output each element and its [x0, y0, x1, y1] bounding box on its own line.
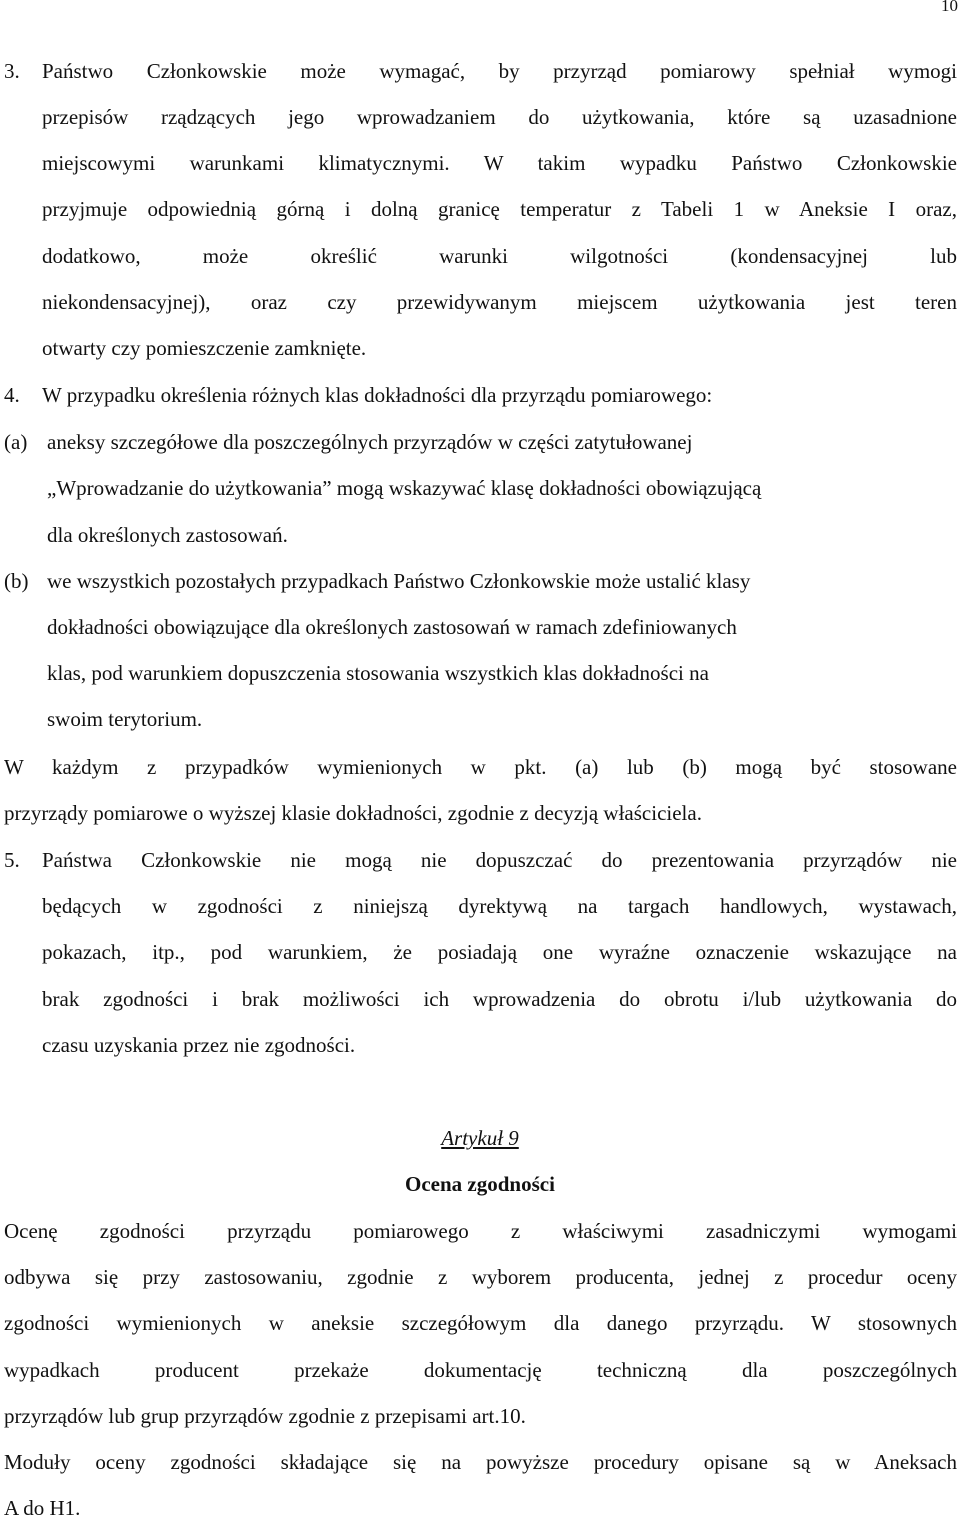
paragraph-5-line: Państwa Członkowskie nie mogą nie dopuszczać do prezentowania przyrządów nie: [42, 848, 957, 872]
paragraph-3-line: przyjmuje odpowiednią górną i dolną granicę temperatur z Tabeli 1 w Aneksie I oraz,: [42, 197, 957, 221]
item-a-line: aneksy szczegółowe dla poszczególnych przyrządów w części zatytułowanej: [47, 430, 693, 454]
item-b-line: dokładności obowiązujące dla określonych zastosowań w ramach zdefiniowanych: [47, 615, 737, 639]
paragraph-4-outro-line: przyrządy pomiarowe o wyższej klasie dokładności, zgodnie z decyzją właściciela.: [4, 801, 702, 825]
article-body-line: wypadkach producent przekaże dokumentację techniczną dla poszczególnych: [4, 1358, 957, 1382]
paragraph-3-line: przepisów rządzących jego wprowadzaniem do użytkowania, które są uzasadnione: [42, 105, 957, 129]
item-b-line: swoim terytorium.: [47, 707, 203, 731]
article-body-line: odbywa się przy zastosowaniu, zgodnie z wyborem producenta, jednej z procedur oceny: [4, 1265, 957, 1289]
paragraph-3-line: dodatkowo, może określić warunki wilgotności (kondensacyjnej lub: [42, 244, 957, 268]
paragraph-5-number: 5.: [4, 848, 20, 872]
page-number: 10: [941, 0, 958, 15]
paragraph-3-number: 3.: [4, 59, 20, 83]
item-b-line: we wszystkich pozostałych przypadkach Państwo Członkowskie może ustalić klasy: [47, 569, 751, 593]
paragraph-5-line: będących w zgodności z niniejszą dyrektywą na targach handlowych, wystawach,: [42, 894, 957, 918]
item-b-line: klas, pod warunkiem dopuszczenia stosowania wszystkich klas dokładności na: [47, 661, 709, 685]
paragraph-3-line: otwarty czy pomieszczenie zamknięte.: [42, 336, 367, 360]
paragraph-5-line: pokazach, itp., pod warunkiem, że posiadają one wyraźne oznaczenie wskazujące na: [42, 940, 957, 964]
item-a-line: dla określonych zastosowań.: [47, 523, 288, 547]
article-body-line: przyrządów lub grup przyrządów zgodnie z przepisami art.10.: [4, 1404, 526, 1428]
article-title: Artykuł 9: [441, 1126, 519, 1150]
article-body-line: Ocenę zgodności przyrządu pomiarowego z właściwymi zasadniczymi wymogami: [4, 1219, 957, 1243]
article-body-line: zgodności wymienionych w aneksie szczegółowym dla danego przyrządu. W stosownych: [4, 1311, 957, 1335]
paragraph-4-outro-line: W każdym z przypadków wymienionych w pkt. (a) lub (b) mogą być stosowane: [4, 755, 957, 779]
item-a-label: (a): [4, 430, 28, 454]
paragraph-4-intro: W przypadku określenia różnych klas dokładności dla przyrządu pomiarowego:: [42, 383, 713, 407]
paragraph-5-line: brak zgodności i brak możliwości ich wprowadzenia do obrotu i/lub użytkowania do: [42, 987, 957, 1011]
paragraph-3-line: niekondensacyjnej), oraz czy przewidywanym miejscem użytkowania jest teren: [42, 290, 957, 314]
item-a-line: „Wprowadzanie do użytkowania” mogą wskazywać klasę dokładności obowiązującą: [47, 476, 762, 500]
article-heading: Ocena zgodności: [405, 1172, 555, 1196]
paragraph-3-line: Państwo Członkowskie może wymagać, by przyrząd pomiarowy spełniał wymogi: [42, 59, 957, 83]
paragraph-3-line: miejscowymi warunkami klimatycznymi. W takim wypadku Państwo Członkowskie: [42, 151, 957, 175]
article-body-line: Moduły oceny zgodności składające się na powyższe procedury opisane są w Aneksach: [4, 1450, 957, 1474]
item-b-label: (b): [4, 569, 29, 593]
article-body-line: A do H1.: [4, 1496, 81, 1520]
paragraph-4-number: 4.: [4, 383, 20, 407]
article-title-wrap: [0, 1128, 960, 1149]
paragraph-5-line: czasu uzyskania przez nie zgodności.: [42, 1033, 356, 1057]
